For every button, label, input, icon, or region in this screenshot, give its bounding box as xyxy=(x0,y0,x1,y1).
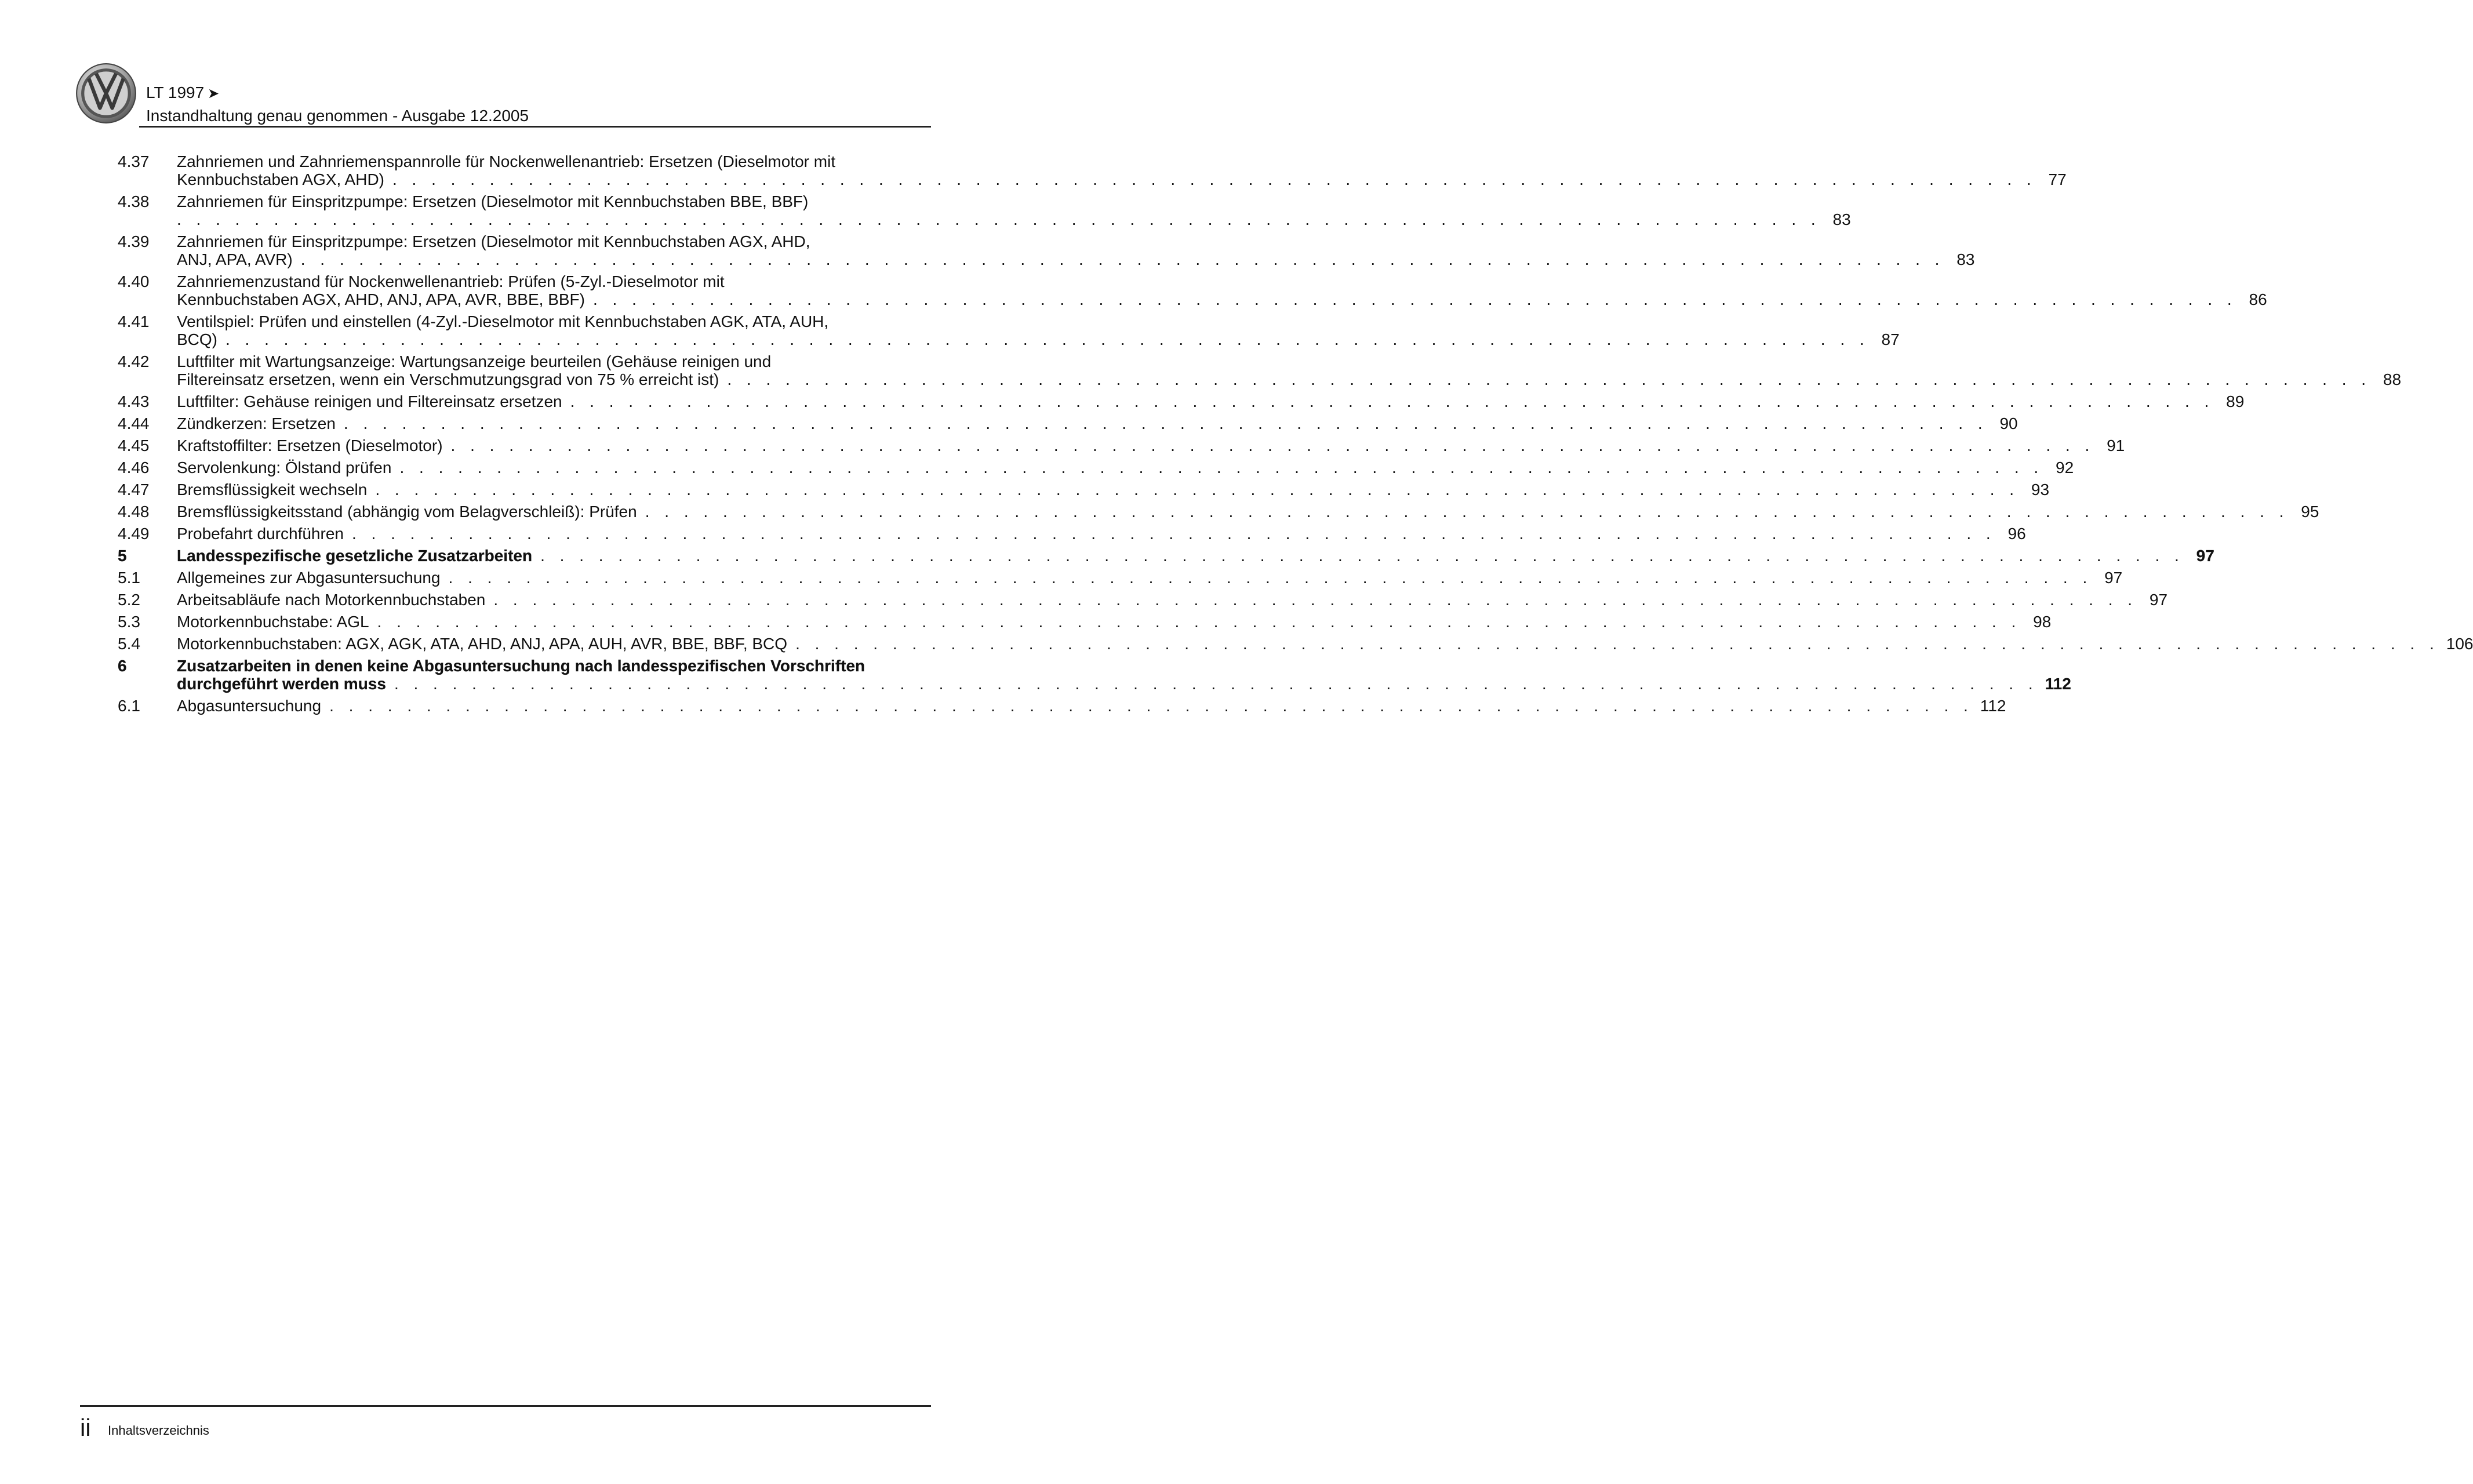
toc-entry[interactable] xyxy=(118,192,1851,228)
toc-entry[interactable] xyxy=(118,697,2006,715)
toc-entry-page: 95 xyxy=(2301,503,2319,521)
toc-entry-page: 96 xyxy=(2008,525,2026,543)
toc-entry-page: 86 xyxy=(2249,290,2267,308)
toc-entry-title: Bremsflüssigkeitsstand (abhängig vom Belagverschleiß): Prüfen xyxy=(177,503,637,521)
toc-entry-title: Bremsflüssigkeit wechseln xyxy=(177,481,368,499)
vw-logo-icon xyxy=(75,63,137,124)
toc-entry-page: 77 xyxy=(2048,170,2067,188)
dot-leader: . . . . . . . . . . . . . . . . . . . . . . . . . . . . . . . . . . . . . . . . . . . . . . . . . . . . . . . . . . . . . . . . . . . . . . . . . . . . . . . . . . . . . xyxy=(329,697,1973,715)
toc-entry-page: 88 xyxy=(2383,370,2402,388)
dot-leader: . . . . . . . . . . . . . . . . . . . . . . . . . . . . . . . . . . . . . . . . . . . . . . . . . . . . . . . . . . . . . . . . . . . . . . . . . . . . . . . . . . . . . xyxy=(377,613,2021,631)
toc-entry-number: 4.40 xyxy=(118,272,150,290)
toc-entry-number: 4.38 xyxy=(118,192,150,210)
toc-entry-title: Kraftstoffilter: Ersetzen (Dieselmotor) xyxy=(177,437,443,454)
toc-entry-title: Arbeitsabläufe nach Motorkennbuchstaben xyxy=(177,591,486,609)
header-divider xyxy=(139,126,931,128)
toc-entry-number: 4.37 xyxy=(118,152,150,170)
toc-entry-title: Zündkerzen: Ersetzen xyxy=(177,414,336,432)
dot-leader: . . . . . . . . . . . . . . . . . . . . . . . . . . . . . . . . . . . . . . . . . . . . . . . . . . . . . . . . . . . . . . . . . . . . . . . . . . . . . . . . . . . . . xyxy=(177,210,1821,228)
toc-entry-title: Landesspezifische gesetzliche Zusatzarbeiten xyxy=(177,547,533,565)
toc-entry-title: Kennbuchstaben AGX, AHD, ANJ, APA, AVR, BBE, BBF) xyxy=(177,290,585,308)
toc-entry-title-line: Zahnriemen für Einspritzpumpe: Ersetzen (Dieselmotor mit Kennbuchstaben BBE, BBF) xyxy=(177,192,809,210)
dot-leader: . . . . . . . . . . . . . . . . . . . . . . . . . . . . . . . . . . . . . . . . . . . . . . . . . . . . . . . . . . . . . . . . . . . . . . . . . . . . . . . . . . . . . xyxy=(450,437,2095,454)
toc-entry-number: 4.48 xyxy=(118,503,150,521)
toc-entry-page: 87 xyxy=(1881,330,1900,348)
toc-entry-title: ANJ, APA, AVR) xyxy=(177,250,293,268)
toc-entry-title: durchgeführt werden muss xyxy=(177,675,386,693)
footer-section-label: Inhaltsverzeichnis xyxy=(108,1423,209,1438)
toc-entry-page: 93 xyxy=(2031,481,2050,499)
toc-entry-number: 6 xyxy=(118,657,127,675)
dot-leader: . . . . . . . . . . . . . . . . . . . . . . . . . . . . . . . . . . . . . . . . . . . . . . . . . . . . . . . . . . . . . . . . . . . . . . . . . . . . . . . . . . . . . xyxy=(300,250,1945,268)
toc-entry-number: 4.46 xyxy=(118,459,150,477)
toc-entry-title: BCQ) xyxy=(177,330,217,348)
document-title: LT 1997 ➤ xyxy=(146,83,220,101)
toc-entry-title: Probefahrt durchführen xyxy=(177,525,344,543)
dot-leader: . . . . . . . . . . . . . . . . . . . . . . . . . . . . . . . . . . . . . . . . . . . . . . . . . . . . . . . . . . . . . . . . . . . . . . . . . . . . . . . . . . . . . xyxy=(226,330,1870,348)
toc-entry-title-line: Zahnriemenzustand für Nockenwellenantrieb: Prüfen (5-Zyl.-Dieselmotor mit xyxy=(177,272,725,290)
toc-entry-title: Allgemeines zur Abgasuntersuchung xyxy=(177,569,441,587)
footer-divider xyxy=(80,1405,931,1407)
dot-leader: . . . . . . . . . . . . . . . . . . . . . . . . . . . . . . . . . . . . . . . . . . . . . . . . . . . . . . . . . . . . . . . . . . . . . . . . . . . . . . . . . . . . . xyxy=(394,675,2038,693)
toc-entry[interactable] xyxy=(118,635,2473,653)
toc-entry[interactable] xyxy=(118,232,1975,268)
table-of-contents xyxy=(118,152,2473,719)
toc-entry[interactable] xyxy=(118,414,2018,432)
toc-entry-page: 90 xyxy=(1999,414,2018,432)
page-number: ii xyxy=(80,1414,91,1441)
toc-entry[interactable] xyxy=(118,481,2050,499)
toc-entry-title: Motorkennbuchstaben: AGX, AGK, ATA, AHD, ANJ, APA, AUH, AVR, BBE, BBF, BCQ xyxy=(177,635,788,653)
dot-leader: . . . . . . . . . . . . . . . . . . . . . . . . . . . . . . . . . . . . . . . . . . . . . . . . . . . . . . . . . . . . . . . . . . . . . . . . . . . . . . . . . . . . . xyxy=(392,170,2036,188)
dot-leader: . . . . . . . . . . . . . . . . . . . . . . . . . . . . . . . . . . . . . . . . . . . . . . . . . . . . . . . . . . . . . . . . . . . . . . . . . . . . . . . . . . . . . xyxy=(399,459,2044,477)
toc-entry-title-line: Luftfilter mit Wartungsanzeige: Wartungsanzeige beurteilen (Gehäuse reinigen und xyxy=(177,352,772,370)
toc-entry-page: 112 xyxy=(1980,697,2006,715)
toc-entry[interactable] xyxy=(118,547,2214,565)
toc-entry[interactable] xyxy=(118,569,2123,587)
toc-entry[interactable] xyxy=(118,525,2026,543)
toc-entry-title-line: Zusatzarbeiten in denen keine Abgasuntersuchung nach landesspezifischen Vorschriften xyxy=(177,657,865,675)
toc-entry-page: 97 xyxy=(2104,569,2123,587)
dot-leader: . . . . . . . . . . . . . . . . . . . . . . . . . . . . . . . . . . . . . . . . . . . . . . . . . . . . . . . . . . . . . . . . . . . . . . . . . . . . . . . . . . . . . xyxy=(645,503,2289,521)
toc-entry-number: 5.3 xyxy=(118,613,140,631)
toc-entry-page: 92 xyxy=(2056,459,2074,477)
dot-leader: . . . . . . . . . . . . . . . . . . . . . . . . . . . . . . . . . . . . . . . . . . . . . . . . . . . . . . . . . . . . . . . . . . . . . . . . . . . . . . . . . . . . . xyxy=(351,525,1996,543)
toc-entry[interactable] xyxy=(118,437,2125,454)
toc-entry-number: 4.49 xyxy=(118,525,150,543)
toc-entry-number: 5.2 xyxy=(118,591,140,609)
dot-leader: . . . . . . . . . . . . . . . . . . . . . . . . . . . . . . . . . . . . . . . . . . . . . . . . . . . . . . . . . . . . . . . . . . . . . . . . . . . . . . . . . . . . . xyxy=(727,370,2372,388)
toc-entry-page: 89 xyxy=(2226,392,2245,410)
toc-entry-number: 4.41 xyxy=(118,312,150,330)
dot-leader: . . . . . . . . . . . . . . . . . . . . . . . . . . . . . . . . . . . . . . . . . . . . . . . . . . . . . . . . . . . . . . . . . . . . . . . . . . . . . . . . . . . . . xyxy=(343,414,1988,432)
toc-entry-page: 83 xyxy=(1956,250,1975,268)
toc-entry[interactable] xyxy=(118,591,2168,609)
toc-entry-number: 4.44 xyxy=(118,414,150,432)
toc-entry[interactable] xyxy=(118,352,2402,388)
toc-entry-title: Filtereinsatz ersetzen, wenn ein Verschmutzungsgrad von 75 % erreicht ist) xyxy=(177,370,719,388)
toc-entry-page: 83 xyxy=(1832,210,1851,228)
toc-entry[interactable] xyxy=(118,613,2052,631)
toc-entry-number: 4.43 xyxy=(118,392,150,410)
toc-entry-title: Luftfilter: Gehäuse reinigen und Filtereinsatz ersetzen xyxy=(177,392,562,410)
toc-entry-page: 106 xyxy=(2446,635,2473,653)
toc-entry[interactable] xyxy=(118,503,2319,521)
dot-leader: . . . . . . . . . . . . . . . . . . . . . . . . . . . . . . . . . . . . . . . . . . . . . . . . . . . . . . . . . . . . . . . . . . . . . . . . . . . . . . . . . . . . . xyxy=(448,569,2093,587)
toc-entry-title-line: Ventilspiel: Prüfen und einstellen (4-Zyl.-Dieselmotor mit Kennbuchstaben AGK, ATA, AUH, xyxy=(177,312,829,330)
toc-entry-title-line: Zahnriemen und Zahnriemenspannrolle für Nockenwellenantrieb: Ersetzen (Dieselmotor mit xyxy=(177,152,836,170)
toc-entry[interactable] xyxy=(118,459,2074,477)
toc-entry-title: Motorkennbuchstabe: AGL xyxy=(177,613,369,631)
toc-entry-title-line: Zahnriemen für Einspritzpumpe: Ersetzen (Dieselmotor mit Kennbuchstaben AGX, AHD, xyxy=(177,232,810,250)
toc-entry-title: Servolenkung: Ölstand prüfen xyxy=(177,459,392,477)
toc-entry[interactable] xyxy=(118,392,2245,410)
dot-leader: . . . . . . . . . . . . . . . . . . . . . . . . . . . . . . . . . . . . . . . . . . . . . . . . . . . . . . . . . . . . . . . . . . . . . . . . . . . . . . . . . . . . . xyxy=(493,591,2138,609)
dot-leader: . . . . . . . . . . . . . . . . . . . . . . . . . . . . . . . . . . . . . . . . . . . . . . . . . . . . . . . . . . . . . . . . . . . . . . . . . . . . . . . . . . . . . xyxy=(540,547,2184,565)
toc-entry-page: 97 xyxy=(2196,547,2214,565)
document-subtitle: Instandhaltung genau genommen - Ausgabe 12.2005 xyxy=(146,107,529,125)
arrow-right-icon: ➤ xyxy=(208,86,220,101)
toc-entry-page: 98 xyxy=(2033,613,2052,631)
toc-entry-page: 97 xyxy=(2149,591,2168,609)
toc-entry-number: 5.1 xyxy=(118,569,140,587)
toc-entry[interactable] xyxy=(118,312,1900,348)
toc-entry-number: 5.4 xyxy=(118,635,140,653)
dot-leader: . . . . . . . . . . . . . . . . . . . . . . . . . . . . . . . . . . . . . . . . . . . . . . . . . . . . . . . . . . . . . . . . . . . . . . . . . . . . . . . . . . . . . xyxy=(570,392,2214,410)
toc-entry-number: 4.42 xyxy=(118,352,150,370)
toc-entry-title: Kennbuchstaben AGX, AHD) xyxy=(177,170,384,188)
dot-leader: . . . . . . . . . . . . . . . . . . . . . . . . . . . . . . . . . . . . . . . . . . . . . . . . . . . . . . . . . . . . . . . . . . . . . . . . . . . . . . . . . . . . . xyxy=(795,635,2439,653)
toc-entry-page: 112 xyxy=(2045,675,2071,693)
dot-leader: . . . . . . . . . . . . . . . . . . . . . . . . . . . . . . . . . . . . . . . . . . . . . . . . . . . . . . . . . . . . . . . . . . . . . . . . . . . . . . . . . . . . . xyxy=(375,481,2020,499)
toc-entry-number: 4.39 xyxy=(118,232,150,250)
toc-entry[interactable] xyxy=(118,657,2071,693)
toc-entry-number: 6.1 xyxy=(118,697,140,715)
toc-entry-number: 4.45 xyxy=(118,437,150,454)
toc-entry[interactable] xyxy=(118,272,2267,308)
dot-leader: . . . . . . . . . . . . . . . . . . . . . . . . . . . . . . . . . . . . . . . . . . . . . . . . . . . . . . . . . . . . . . . . . . . . . . . . . . . . . . . . . . . . . xyxy=(592,290,2237,308)
toc-entry-number: 4.47 xyxy=(118,481,150,499)
toc-entry-title: Abgasuntersuchung xyxy=(177,697,322,715)
toc-entry[interactable] xyxy=(118,152,2067,188)
toc-entry-page: 91 xyxy=(2107,437,2125,454)
toc-entry-number: 5 xyxy=(118,547,127,565)
